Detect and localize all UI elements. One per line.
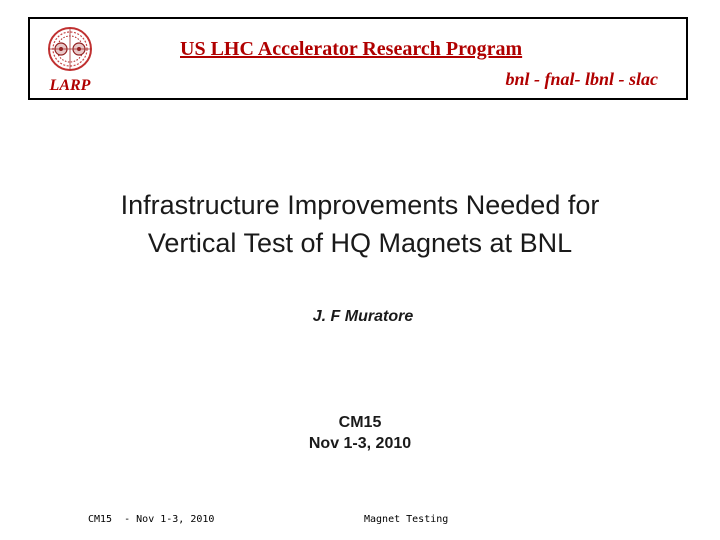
- program-title: US LHC Accelerator Research Program: [180, 38, 523, 60]
- slide-title-line-2: Vertical Test of HQ Magnets at BNL: [147, 228, 573, 258]
- logo-text: LARP: [49, 77, 91, 94]
- meeting-date: Nov 1-3, 2010: [308, 435, 412, 452]
- program-labs: bnl - fnal- lbnl - slac: [505, 69, 658, 89]
- meeting-info: [0, 412, 720, 454]
- footer-meeting-date: CM15 - Nov 1-3, 2010: [88, 514, 215, 525]
- header-banner: [28, 17, 688, 100]
- footer-topic: Magnet Testing: [364, 514, 449, 525]
- meeting-name: CM15: [338, 414, 382, 431]
- author-name: J. F Muratore: [312, 308, 414, 325]
- slide-title: [0, 186, 720, 262]
- larp-logo: [40, 25, 100, 97]
- larp-logo-graphic: [40, 25, 100, 97]
- slide-title-line-1: Infrastructure Improvements Needed for: [120, 190, 600, 220]
